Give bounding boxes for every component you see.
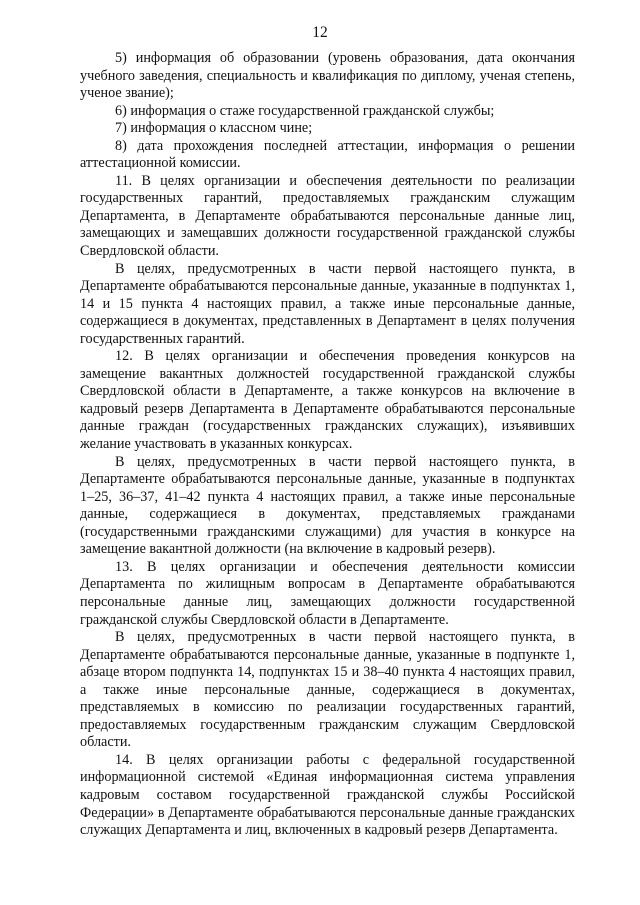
list-item-education: 5) информация об образовании (уровень образования, дата окончания учебного заведения, специальность и квалификация по диплому, ученая степень, ученое звание);: [80, 50, 575, 102]
document-body: [80, 50, 575, 840]
list-item-attestation: 8) дата прохождения последней аттестации, информация о решении аттестационной комиссии.: [80, 137, 575, 172]
list-item-service-length: 6) информация о стаже государственной гражданской службы;: [115, 102, 495, 119]
clause-12: 12. В целях организации и обеспечения проведения конкурсов на замещение вакантных должностей государственной гражданской службы Свердловской области в Департаменте, а также конкурсов на включение в кадровый резерв Департамента в Департаменте обрабатываются персональные данные граждан (государственных гражданских служащих), изъявивших желание участвовать в указанных конкурсах.: [80, 348, 575, 453]
clause-12-part-2: В целях, предусмотренных в части первой настоящего пункта, в Департаменте обрабатываются персональные данные, указанные в подпунктах 1–25, 36–37, 41–42 пункта 4 настоящих правил, а также иные персональные данные, содержащиеся в документах, представляемых гражданами (государственными гражданскими служащими) для участия в конкурсе на замещение вакантной должности (на включение в кадровый резерв).: [80, 453, 575, 558]
clause-11: 11. В целях организации и обеспечения деятельности по реализации государственных гарантий, предоставляемых гражданским служащим Департамента, в Департаменте обрабатываются персональные данные лиц, замещающих и замещавших должности государственной гражданской службы Свердловской области.: [80, 172, 575, 260]
list-item-class-rank: 7) информация о классном чине;: [115, 120, 313, 137]
clause-13-part-2: В целях, предусмотренных в части первой настоящего пункта, в Департаменте обрабатываются персональные данные, указанные в подпункте 1, абзаце втором подпункта 14, подпунктах 15 и 38–40 пункта 4 настоящих правил, а также иные персональные данные, содержащиеся в документах, представляемых в комиссию по реализации государственных гарантий, предоставляемых государственным гражданским служащим Свердловской области.: [80, 629, 575, 751]
clause-14: 14. В целях организации работы с федеральной государственной информационной системой «Единая информационная система управления кадровым составом государственной гражданской службы Российской Федерации» в Департаменте обрабатываются персональные данные гражданских служащих Департамента и лиц, включенных в кадровый резерв Департамента.: [80, 751, 575, 839]
clause-11-part-2: В целях, предусмотренных в части первой настоящего пункта, в Департаменте обрабатываются персональные данные, указанные в подпунктах 1, 14 и 15 пункта 4 настоящих правил, а также иные персональные данные, содержащиеся в документах, представленных в Департамент в целях получения государственных гарантий.: [80, 260, 575, 347]
clause-13: 13. В целях организации и обеспечения деятельности комиссии Департамента по жилищным вопросам в Департаменте обрабатываются персональные данные лиц, замещающих должности государственной гражданской службы Свердловской области в Департаменте.: [80, 558, 575, 628]
page-number: 12: [312, 24, 328, 41]
